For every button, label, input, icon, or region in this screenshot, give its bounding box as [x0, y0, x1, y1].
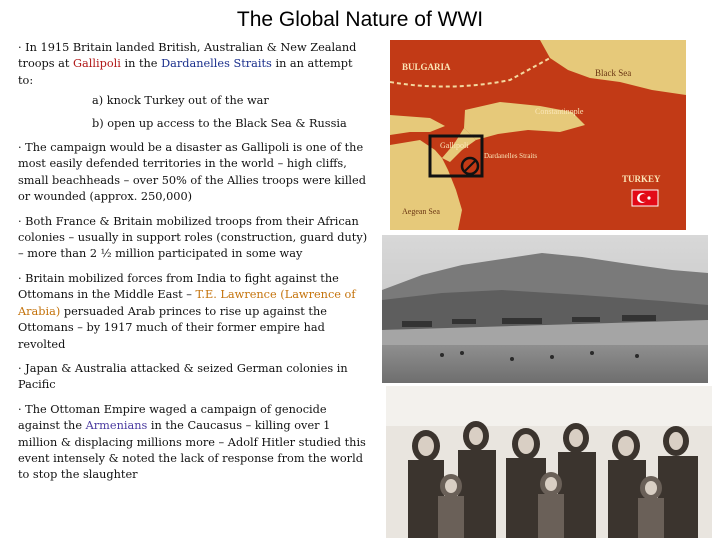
map-label-black-sea: Black Sea — [595, 68, 632, 78]
map-label-dardanelles: Dardanelles Straits — [484, 152, 538, 160]
gallipoli-beach-photo — [382, 235, 708, 383]
slide-title: The Global Nature of WWI — [236, 8, 484, 31]
bullet-campaign-disaster: · The campaign would be a disaster as Gallipoli is one of the most easily defended territories in the world – high cliffs, small beachheads – over 50% of the Allies troops were killed or wounded (approx. 250,000) — [18, 141, 366, 204]
map-label-turkey: TURKEY — [622, 174, 661, 184]
dardanelles-map — [390, 40, 686, 230]
map-label-gallipoli: Gallipoli — [440, 141, 469, 150]
turkey-flag-icon — [632, 190, 658, 206]
map-label-bulgaria: BULGARIA — [402, 62, 451, 72]
bullet-list — [18, 40, 368, 492]
map-label-aegean: Aegean Sea — [402, 207, 440, 216]
term-lawrence: T.E. Lawrence (Lawrence of Arabia) — [18, 288, 356, 318]
map-label-constantinople: Constantinople — [535, 107, 584, 116]
bullet-india-forces: · Britain mobilized forces from India to fight against the Ottomans in the Middle East – T.E. Lawrence (Lawrence of Arabia) persuaded Arab princes to rise up against the Ottomans – by 1917 much of their former empire had revolted — [18, 271, 356, 351]
bullet-african-colonies: · Both France & Britain mobilized troops from their African colonies – usually in support roles (construction, guard duty) – more than 2 ½ million participated in some way — [18, 214, 368, 261]
term-gallipoli: Gallipoli — [73, 57, 121, 71]
term-armenians: Armenians — [85, 419, 148, 433]
armenian-refugees-photo — [386, 386, 712, 538]
sub-point-b: b) open up access to the Black Sea & Russia — [92, 116, 347, 130]
bullet-armenian-genocide: · The Ottoman Empire waged a campaign of genocide against the Armenians in the Caucasus – killing over 1 million & displacing millions more – Adolf Hitler studied this event intensely & noted the lack of response from the world to stop the slaughter — [18, 402, 366, 482]
bullet-pacific-colonies: · Japan & Australia attacked & seized German colonies in Pacific — [18, 361, 348, 392]
bullet-gallipoli-landing: · In 1915 Britain landed British, Australian & New Zealand troops at Gallipoli in the Dardanelles Straits in an attempt to: a) knock Turkey out of the war b) open up access to the Black Sea & Russia — [18, 40, 368, 132]
sub-point-a: a) knock Turkey out of the war — [92, 94, 269, 108]
term-dardanelles: Dardanelles Straits — [161, 57, 272, 71]
